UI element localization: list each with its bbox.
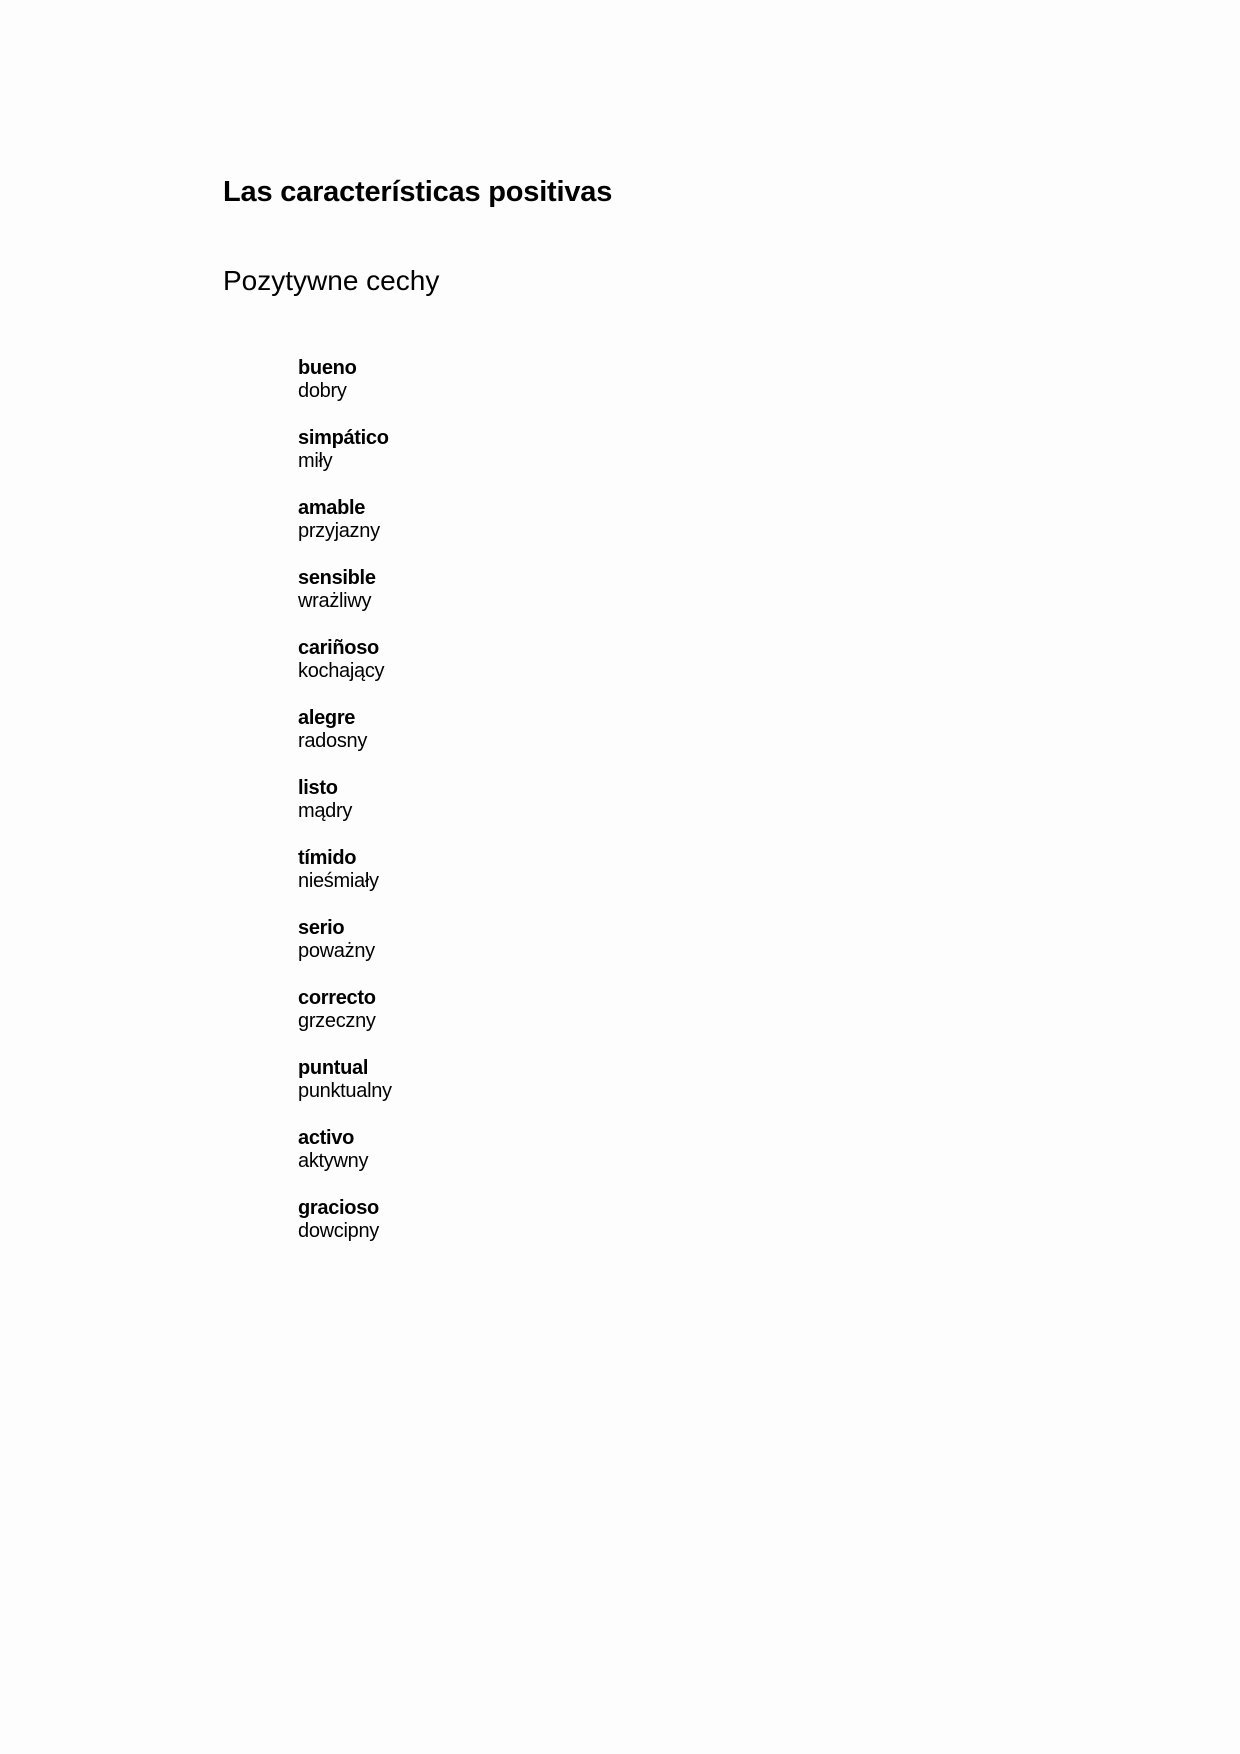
vocabulary-entry-correcto [298, 987, 392, 1057]
spanish-term: puntual [298, 1057, 369, 1079]
polish-translation: grzeczny [298, 1010, 376, 1032]
vocabulary-list [298, 357, 392, 1267]
spanish-term: listo [298, 777, 338, 799]
polish-translation: dowcipny [298, 1220, 379, 1242]
vocabulary-entry-gracioso [298, 1197, 392, 1267]
polish-translation: mądry [298, 800, 353, 822]
spanish-term: alegre [298, 707, 356, 729]
vocabulary-entry-amable [298, 497, 392, 567]
spanish-term: activo [298, 1127, 355, 1149]
polish-translation: przyjazny [298, 520, 380, 542]
page-subtitle: Pozytywne cechy [223, 265, 440, 296]
spanish-term: bueno [298, 357, 357, 379]
spanish-term: serio [298, 917, 345, 939]
polish-translation: punktualny [298, 1080, 392, 1102]
vocabulary-entry-activo [298, 1127, 392, 1197]
vocabulary-entry-alegre [298, 707, 392, 777]
spanish-term: cariñoso [298, 637, 379, 659]
spanish-term: amable [298, 497, 366, 519]
polish-translation: nieśmiały [298, 870, 379, 892]
page-title: Las características positivas [223, 176, 613, 208]
spanish-term: simpático [298, 427, 389, 449]
polish-translation: radosny [298, 730, 368, 752]
polish-translation: miły [298, 450, 333, 472]
polish-translation: kochający [298, 660, 385, 682]
polish-translation: aktywny [298, 1150, 369, 1172]
vocabulary-entry-simpatico [298, 427, 392, 497]
polish-translation: dobry [298, 380, 347, 402]
vocabulary-entry-timido [298, 847, 392, 917]
vocabulary-entry-carinoso [298, 637, 392, 707]
vocabulary-entry-serio [298, 917, 392, 987]
polish-translation: wrażliwy [298, 590, 372, 612]
vocabulary-entry-sensible [298, 567, 392, 637]
spanish-term: tímido [298, 847, 357, 869]
spanish-term: gracioso [298, 1197, 379, 1219]
spanish-term: sensible [298, 567, 376, 589]
polish-translation: poważny [298, 940, 375, 962]
vocabulary-entry-bueno [298, 357, 392, 427]
vocabulary-entry-puntual [298, 1057, 392, 1127]
spanish-term: correcto [298, 987, 376, 1009]
vocabulary-entry-listo [298, 777, 392, 847]
